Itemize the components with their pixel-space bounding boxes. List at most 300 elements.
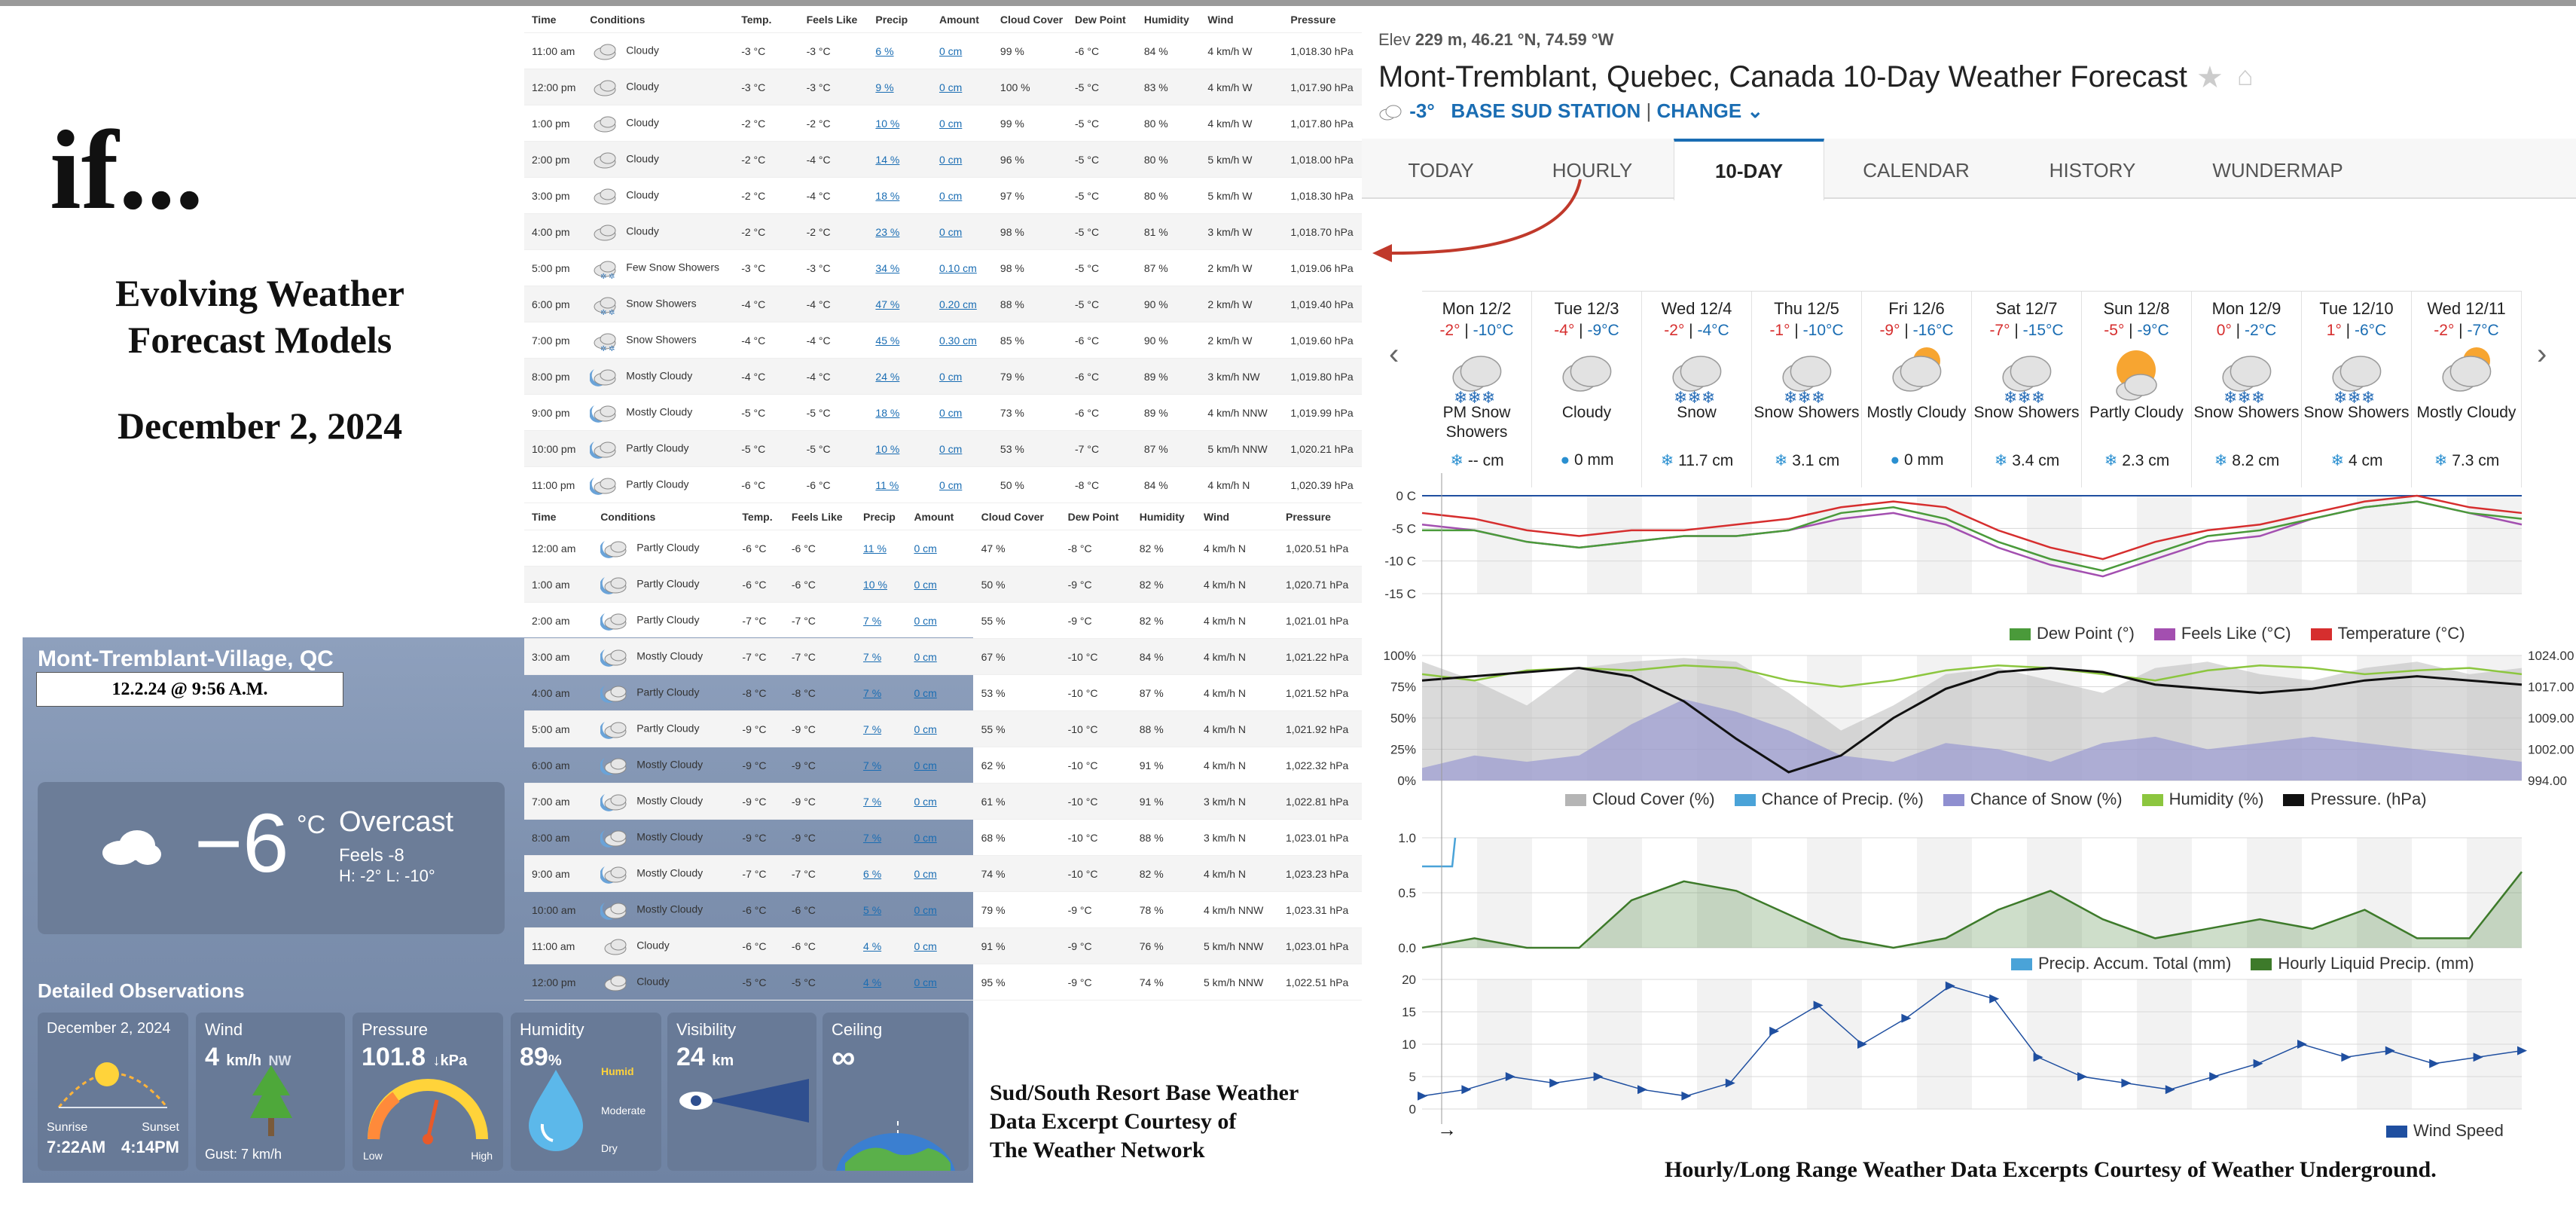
cell-text: Mostly Cloudy (636, 866, 704, 879)
y-tick-label: 5 (1409, 1070, 1416, 1084)
column-header[interactable]: Time (532, 510, 557, 523)
night-band (1807, 496, 1862, 594)
legend-item[interactable] (2154, 624, 2291, 643)
table-cell[interactable] (932, 154, 993, 166)
cloud-icon (1378, 104, 1404, 121)
cell-text: 0 cm (914, 867, 937, 880)
table-cell (993, 226, 1067, 238)
cell-text: Partly Cloudy (636, 577, 700, 590)
table-cell (799, 371, 868, 383)
home-icon[interactable]: ⌂ (2237, 60, 2254, 91)
day-high: -4° (1554, 322, 1575, 339)
table-cell[interactable] (868, 226, 932, 238)
day-low: -4°C (1697, 322, 1729, 339)
table-cell (524, 298, 582, 310)
column-header[interactable]: Time (532, 13, 557, 26)
legend-item[interactable] (2011, 954, 2231, 973)
table-cell (593, 900, 734, 921)
table-cell[interactable] (868, 371, 932, 383)
wind-gust: Gust: 7 km/h (205, 1147, 282, 1162)
cell-text: -4 °C (806, 334, 831, 347)
cell-text: 67 % (981, 650, 1006, 663)
table-cell[interactable] (906, 832, 973, 844)
cell-text: -6 °C (742, 578, 767, 591)
cell-text: 82 % (1139, 542, 1164, 554)
day-high: -5° (2104, 322, 2125, 339)
table-cell[interactable] (856, 976, 906, 988)
cell-text: 85 % (1000, 334, 1024, 347)
table-cell[interactable] (906, 976, 973, 988)
column-header[interactable]: Precip (875, 13, 908, 26)
table-cell[interactable] (906, 868, 973, 880)
table-cell (1196, 615, 1278, 627)
table-cell (1278, 579, 1362, 591)
day-date: Wed 12/11 (2427, 299, 2506, 318)
day-column[interactable] (2412, 292, 2522, 487)
star-icon[interactable]: ★ (2196, 61, 2223, 94)
table-cell (1200, 45, 1283, 57)
table-cell[interactable] (856, 904, 906, 916)
y-tick-label: 50% (1390, 711, 1416, 726)
table-row (524, 359, 1362, 395)
day-column[interactable] (2302, 292, 2412, 487)
cell-text: 0 cm (939, 442, 963, 455)
cell-text: -9 °C (742, 759, 767, 771)
legend-temp (2010, 624, 2465, 643)
y-tick-label: 0% (1397, 774, 1416, 788)
tab-today[interactable]: TODAY (1408, 159, 1474, 182)
column-header[interactable]: Feels Like (791, 510, 843, 523)
table-cell[interactable] (868, 298, 932, 310)
table-row (524, 856, 1362, 892)
cell-text: 12:00 pm (532, 976, 576, 988)
column-header[interactable]: Wind (1207, 13, 1234, 26)
table-cell (524, 976, 593, 988)
snowflake-icon: ❄ (2434, 452, 2448, 469)
column-header[interactable]: Humidity (1143, 13, 1189, 26)
column-header[interactable]: Dew Point (1075, 13, 1126, 26)
column-header[interactable]: Pressure (1290, 13, 1336, 26)
day-phrase: Cloudy (1561, 404, 1612, 421)
snow-icon (1663, 344, 1731, 405)
table-cell (1132, 723, 1196, 735)
snowflake-icon: ❄ (2214, 452, 2228, 469)
table-cell[interactable] (856, 579, 906, 591)
day-column[interactable] (1422, 292, 1532, 487)
day-low: -10°C (1802, 322, 1844, 339)
column-header[interactable]: Precip (863, 510, 896, 523)
legend-swatch (1565, 794, 1586, 806)
table-cell[interactable] (932, 443, 993, 455)
day-phrase: Snow Showers (2193, 404, 2300, 421)
table-cell[interactable] (868, 407, 932, 419)
table-cell[interactable] (932, 45, 993, 57)
tab-hourly[interactable]: HOURLY (1552, 159, 1633, 182)
table-cell[interactable] (906, 687, 973, 699)
pressure-gauge-icon (366, 1074, 490, 1147)
cell-text: 89 % (1143, 370, 1168, 383)
moon-cloud-icon (600, 719, 630, 740)
column-header[interactable]: Conditions (590, 13, 646, 26)
table-cell[interactable] (932, 118, 993, 130)
cell-text: 1,020.71 hPa (1286, 578, 1349, 591)
twn-temp-unit: °C (297, 811, 326, 839)
table-cell[interactable] (856, 868, 906, 880)
cell-text: -4 °C (806, 370, 831, 383)
table-cell[interactable] (868, 45, 932, 57)
cell-text: 1,021.52 hPa (1286, 686, 1349, 699)
column-header[interactable]: Feels Like (806, 13, 858, 26)
cell-text: 12:00 pm (532, 81, 576, 93)
column-header[interactable]: Wind (1204, 510, 1230, 523)
table-cell[interactable] (856, 687, 906, 699)
table-cell[interactable] (868, 190, 932, 202)
legend-item[interactable] (2311, 624, 2465, 643)
cell-text: 1,019.06 hPa (1290, 261, 1354, 274)
hourly-table (524, 6, 1362, 1001)
table-cell[interactable] (868, 262, 932, 274)
y-tick-label: 25% (1390, 742, 1416, 757)
headline-if: if... (50, 108, 204, 233)
column-header[interactable]: Temp. (742, 510, 773, 523)
legend-label: Chance of Snow (%) (1970, 790, 2123, 808)
table-cell (1067, 371, 1137, 383)
table-cell (734, 579, 783, 591)
humidity-value: 89 (520, 1043, 548, 1071)
cell-text: 7 % (863, 614, 882, 627)
table-cell (524, 479, 582, 491)
legend-precip (2011, 954, 2474, 973)
legend-label: Feels Like (°C) (2181, 624, 2291, 643)
tile-humidity (511, 1013, 661, 1171)
day-date: Sat 12/7 (1995, 299, 2058, 318)
day-date: Sun 12/8 (2103, 299, 2170, 318)
column-header[interactable]: Amount (939, 13, 979, 26)
table-cell[interactable] (932, 479, 993, 491)
table-cell (582, 41, 734, 62)
tab-wundermap[interactable]: WUNDERMAP (2212, 159, 2343, 182)
table-cell[interactable] (906, 904, 973, 916)
table-cell (799, 262, 868, 274)
cell-text: -6 °C (1075, 334, 1100, 347)
table-cell (524, 687, 593, 699)
table-cell[interactable] (932, 190, 993, 202)
cell-text: 87 % (1143, 261, 1168, 274)
y-tick-label: 0.5 (1398, 886, 1416, 900)
cell-text: 47 % (981, 542, 1006, 554)
wind-arrow-marker (2209, 1072, 2219, 1081)
tile-date-label: December 2, 2024 (47, 1020, 171, 1037)
svg-text:✲ ✲: ✲ ✲ (600, 272, 615, 279)
day-column[interactable] (1642, 292, 1752, 487)
station-name[interactable]: BASE SUD STATION (1451, 99, 1641, 122)
table-row (524, 530, 1362, 567)
table-cell[interactable] (932, 335, 993, 347)
prev-days-arrow[interactable]: ‹ (1389, 338, 1399, 371)
table-cell[interactable] (856, 651, 906, 663)
day-column[interactable] (2192, 292, 2302, 487)
column-header[interactable]: Cloud Cover (981, 510, 1044, 523)
table-cell (734, 298, 798, 310)
table-cell[interactable] (932, 262, 993, 274)
wind-value: 4 (205, 1043, 219, 1071)
column-header[interactable]: Amount (914, 510, 954, 523)
table-cell (1200, 81, 1283, 93)
table-cell (524, 81, 582, 93)
table-cell (593, 683, 734, 704)
page-title: Mont-Tremblant, Quebec, Canada 10-Day Weather Forecast (1378, 60, 2187, 93)
table-cell (1132, 868, 1196, 880)
cell-text: 7 % (863, 686, 882, 699)
cell-text: -6 °C (791, 939, 816, 952)
tab-history[interactable]: HISTORY (2049, 159, 2136, 182)
table-cell[interactable] (932, 226, 993, 238)
table-cell[interactable] (856, 832, 906, 844)
table-cell[interactable] (906, 579, 973, 591)
table-cell (799, 118, 868, 130)
cell-text: 1,019.40 hPa (1290, 298, 1354, 310)
table-cell (784, 904, 856, 916)
table-cell (1196, 904, 1278, 916)
day-column[interactable] (1752, 292, 1862, 487)
table-cell[interactable] (856, 615, 906, 627)
cell-text: -8 °C (791, 686, 816, 699)
day-precip-amount: -- cm (1467, 452, 1504, 469)
table-cell (1200, 407, 1283, 419)
day-phrase: Snow (1677, 404, 1717, 421)
cell-text: -4 °C (741, 298, 766, 310)
column-header[interactable]: Dew Point (1067, 510, 1119, 523)
table-row (524, 105, 1362, 142)
table-cell (734, 976, 783, 988)
wind-arrow-marker (1637, 1085, 1647, 1094)
table-cell (1200, 443, 1283, 455)
tile-pressure (353, 1013, 503, 1171)
cell-text: -8 °C (1075, 478, 1100, 491)
column-header[interactable]: Conditions (600, 510, 656, 523)
table-cell (524, 904, 593, 916)
table-cell (1061, 940, 1132, 952)
table-cell[interactable] (932, 298, 993, 310)
wind-label: Wind (205, 1020, 243, 1039)
table-cell[interactable] (868, 335, 932, 347)
wind-arrow-marker (2077, 1072, 2087, 1081)
day-hi-lo: -2° | -10°C (1439, 322, 1514, 339)
table-cell (734, 45, 798, 57)
cell-text: -10 °C (1067, 723, 1098, 735)
table-cell[interactable] (906, 759, 973, 771)
day-column[interactable] (2082, 292, 2192, 487)
column-header[interactable]: Pressure (1286, 510, 1331, 523)
table-cell (1283, 298, 1362, 310)
day-column[interactable] (1862, 292, 1972, 487)
day-column[interactable] (1532, 292, 1642, 487)
next-days-arrow[interactable]: › (2537, 338, 2547, 371)
cell-text: -4 °C (741, 334, 766, 347)
legend-label: Humidity (%) (2169, 790, 2264, 808)
tile-visibility (667, 1013, 816, 1171)
table-cell[interactable] (868, 154, 932, 166)
y-tick-label: 0.0 (1398, 941, 1416, 955)
legend-item[interactable] (1735, 790, 1924, 809)
cell-text: -10 °C (1067, 650, 1098, 663)
y-tick-label: 15 (1402, 1005, 1416, 1019)
table-cell (524, 118, 582, 130)
table-cell (1132, 976, 1196, 988)
table-cell[interactable] (856, 759, 906, 771)
table-row (524, 142, 1362, 178)
twn-location[interactable]: Mont-Tremblant-Village, QC (38, 646, 334, 671)
table-cell (1067, 190, 1137, 202)
cell-text: 0 cm (939, 153, 963, 166)
table-cell (734, 479, 798, 491)
day-precip-amount: 7.3 cm (2452, 452, 2500, 469)
table-cell (974, 832, 1061, 844)
table-cell (524, 759, 593, 771)
table-cell (1137, 479, 1201, 491)
snowflake-icon: ❄ (2104, 452, 2118, 469)
table-cell (799, 154, 868, 166)
cell-text: 5 km/h W (1207, 153, 1253, 166)
day-low: -6°C (2354, 322, 2387, 339)
cell-text: 23 % (875, 225, 900, 238)
cell-text: 7 % (863, 759, 882, 771)
table-cell (1196, 723, 1278, 735)
tab-10-day[interactable]: 10-DAY (1674, 139, 1824, 200)
cell-text: 99 % (1000, 117, 1024, 130)
table-cell (734, 371, 798, 383)
table-cell[interactable] (868, 81, 932, 93)
cell-text: 0 cm (914, 650, 937, 663)
cell-text: -3 °C (741, 44, 766, 57)
table-cell (1137, 226, 1201, 238)
table-cell[interactable] (868, 443, 932, 455)
cell-text: 80 % (1143, 189, 1168, 202)
table-cell (1196, 759, 1278, 771)
moon-cloud-icon (590, 475, 620, 496)
table-cell (734, 832, 783, 844)
table-cell (1061, 759, 1132, 771)
table-cell[interactable] (856, 796, 906, 808)
snowflake-icon: ❄ (1774, 452, 1788, 469)
cell-text: 1,019.60 hPa (1290, 334, 1354, 347)
table-row (524, 250, 1362, 286)
ceiling-value: ∞ (832, 1039, 856, 1076)
cell-text: 88 % (1000, 298, 1024, 310)
cell-text: 4 km/h N (1204, 759, 1247, 771)
table-cell[interactable] (868, 118, 932, 130)
table-cell[interactable] (906, 615, 973, 627)
cell-text: -9 °C (791, 831, 816, 844)
legend-item[interactable] (2142, 790, 2264, 809)
table-cell[interactable] (932, 81, 993, 93)
night-band (1917, 496, 1972, 594)
legend-item[interactable] (1565, 790, 1715, 809)
column-header[interactable]: Temp. (741, 13, 772, 26)
cell-text: 4 km/h N (1207, 478, 1250, 491)
cell-text: 4 km/h W (1207, 81, 1253, 93)
legend-item[interactable] (1943, 790, 2123, 809)
cell-text: -6 °C (791, 903, 816, 916)
humidity-label: Humidity (520, 1020, 584, 1039)
cell-text: -4 °C (806, 189, 831, 202)
cell-text: Snow Showers (626, 297, 697, 310)
table-cell[interactable] (932, 371, 993, 383)
table-row (524, 322, 1362, 359)
cell-text: 82 % (1139, 614, 1164, 627)
red-arrow-annotation (1362, 172, 1603, 270)
title-date: December 2, 2024 (117, 405, 403, 447)
tab-calendar[interactable]: CALENDAR (1863, 159, 1970, 182)
table-cell (1137, 262, 1201, 274)
day-phrase: Snow Showers (1753, 404, 1860, 421)
day-low: -7°C (2467, 322, 2499, 339)
cell-text: 1,020.51 hPa (1286, 542, 1349, 554)
cell-text: 1,023.01 hPa (1286, 831, 1349, 844)
table-cell (799, 190, 868, 202)
cell-text: -4 °C (806, 298, 831, 310)
table-cell[interactable] (906, 542, 973, 554)
table-cell (799, 81, 868, 93)
column-header[interactable]: Cloud Cover (1000, 13, 1064, 26)
snowflake-icon: ❄ (2330, 452, 2345, 469)
legend-item[interactable] (2283, 790, 2426, 809)
cell-text: 83 % (1143, 81, 1168, 93)
y-tick-label: -5 C (1391, 521, 1416, 536)
table-cell (1196, 542, 1278, 554)
cell-text: 7 % (863, 831, 882, 844)
table-cell (1196, 796, 1278, 808)
table-cell (524, 45, 582, 57)
cell-text: -3 °C (741, 261, 766, 274)
elev-coords: m, 46.21 °N, 74.59 °W (1447, 30, 1614, 49)
chevron-down-icon[interactable]: ⌄ (1747, 99, 1764, 122)
table-cell[interactable] (906, 723, 973, 735)
table-cell (1200, 226, 1283, 238)
legend-item[interactable] (2251, 954, 2474, 973)
table-cell[interactable] (906, 796, 973, 808)
cell-text: Mostly Cloudy (636, 830, 704, 843)
day-precip (1972, 451, 2082, 470)
legend-item[interactable] (2386, 1121, 2504, 1141)
table-cell[interactable] (856, 940, 906, 952)
cell-text: 99 % (1000, 44, 1024, 57)
legend-swatch (2311, 628, 2332, 640)
table-cell[interactable] (906, 940, 973, 952)
cell-text: 0 cm (939, 44, 963, 57)
table-cell (993, 371, 1067, 383)
table-cell (1061, 976, 1132, 988)
night-band (1477, 496, 1532, 594)
column-header[interactable]: Humidity (1139, 510, 1185, 523)
table-cell (993, 118, 1067, 130)
cell-text: 0 cm (914, 831, 937, 844)
change-station-button[interactable]: CHANGE (1656, 99, 1742, 122)
table-cell[interactable] (856, 542, 906, 554)
table-cell[interactable] (906, 651, 973, 663)
table-cell (734, 940, 783, 952)
table-cell[interactable] (932, 407, 993, 419)
table-cell (1067, 262, 1137, 274)
table-cell (582, 258, 734, 279)
table-cell[interactable] (856, 723, 906, 735)
table-cell[interactable] (868, 479, 932, 491)
legend-item[interactable] (2010, 624, 2135, 643)
table-cell (1278, 615, 1362, 627)
day-column[interactable] (1972, 292, 2082, 487)
cell-text: 6 % (875, 44, 894, 57)
cell-text: 2:00 pm (532, 153, 570, 166)
